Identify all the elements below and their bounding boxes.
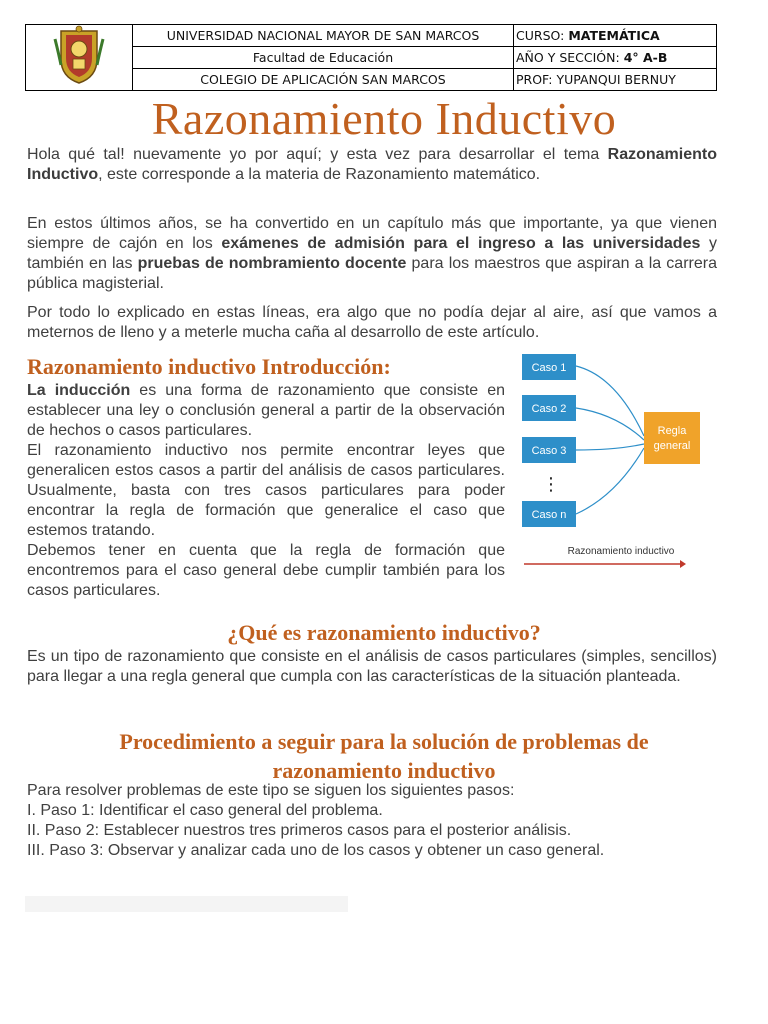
footer-placeholder-bar (25, 896, 348, 912)
case-label-3: Caso 3 (531, 445, 567, 457)
section1-p1-text: es una forma de razonamiento que consiste en establecer una ley o conclusión general a partir de la observación de hechos o casos particulares. (27, 382, 505, 439)
section-label: AÑO Y SECCIÓN: (516, 49, 620, 65)
case-box-3 (522, 437, 576, 463)
page-title: Razonamiento Inductivo (151, 93, 617, 144)
arrow-right-icon (524, 560, 686, 568)
prof-label: PROF: (516, 71, 553, 87)
rule-label-line1: Regla (657, 425, 687, 437)
section3-heading (0, 727, 768, 785)
intro-paragraph-3: Por todo lo explicado en estas líneas, era algo que no podía dejar al aire, así que vamos a meternos de lleno y a meterle mucha caña al desarrollo de este artículo. (27, 304, 717, 341)
section3-heading-line1: Procedimiento a seguir para la solución de problemas de (119, 729, 649, 754)
case-box-n (522, 501, 576, 527)
case-box-1 (522, 354, 576, 380)
school-name: COLEGIO DE APLICACIÓN SAN MARCOS (133, 69, 514, 91)
intro-p2-bold-1: exámenes de admisión para el ingreso a las universidades (221, 235, 701, 252)
section1-body (27, 381, 505, 601)
step-item-1: I. Paso 1: Identificar el caso general del problema. (27, 802, 383, 819)
faculty-name: Facultad de Educación (133, 47, 514, 69)
section3-intro: Para resolver problemas de este tipo se siguen los siguientes pasos: (27, 782, 515, 799)
intro-p2-text-e: para los maestros que aspiran a la carrera pública magisterial. (27, 255, 717, 292)
course-label: CURSO: (516, 27, 565, 43)
logo-cell (26, 25, 133, 91)
section-value: 4° A-B (623, 49, 668, 65)
section1-paragraph-3: Debemos tener en cuenta que la regla de formación que encontremos para el caso general debe cumplir también para los casos particulares. (27, 542, 505, 599)
section1-p1-bold: La inducción (27, 382, 131, 399)
intro-p1-text-c: , este corresponde a la materia de Razonamiento matemático. (98, 166, 541, 183)
section3-body (27, 781, 717, 861)
step-item-2: II. Paso 2: Establecer nuestros tres primeros casos para el posterior análisis. (27, 822, 572, 839)
diagram-connectors (576, 366, 644, 514)
intro-p1-text-a: Hola qué tal! nuevamente yo por aquí; y esta vez para desarrollar el tema (27, 146, 608, 163)
prof-field (514, 69, 717, 91)
intro-paragraph-2 (27, 214, 717, 294)
prof-value: YUPANQUI BERNUY (556, 71, 676, 87)
diagram-caption: Razonamiento inductivo (567, 546, 675, 557)
course-field (514, 25, 717, 47)
university-seal-icon (51, 25, 107, 85)
intro-p1-bold: Razonamiento Inductivo (27, 146, 717, 183)
course-value: MATEMÁTICA (568, 27, 660, 43)
case-box-2 (522, 395, 576, 421)
intro-p2-bold-2: pruebas de nombramiento docente (137, 255, 407, 272)
section-field (514, 47, 717, 69)
section3-heading-line2: razonamiento inductivo (272, 758, 496, 783)
case-label-2: Caso 2 (531, 403, 567, 415)
rule-label-line2: general (653, 440, 691, 452)
institution-name: UNIVERSIDAD NACIONAL MAYOR DE SAN MARCOS (133, 25, 514, 47)
case-label-n: Caso n (531, 509, 567, 521)
section1-paragraph-2: El razonamiento inductivo nos permite encontrar leyes que generalicen estos casos a partir del análisis de casos particulares. Usualmente, basta con tres casos particulares para poder encontrar la regla de formación que generalice el caso que estemos tratando. (27, 442, 505, 539)
section1-paragraph-1 (27, 381, 505, 441)
intro-p2-text-a: En estos últimos años, se ha convertido en un capítulo más que importante, ya que vienen siempre de cajón en los (27, 215, 717, 252)
rule-box (644, 412, 700, 464)
intro-paragraph-1 (27, 145, 717, 185)
ellipsis-dots: ⋮ (542, 474, 560, 495)
section2-paragraph: Es un tipo de razonamiento que consiste en el análisis de casos particulares (simples, sencillos) para llegar a una regla general que cumpla con las características de la situación planteada. (27, 648, 717, 685)
case-label-1: Caso 1 (531, 362, 567, 374)
step-item-3: III. Paso 3: Observar y analizar cada uno de los casos y obtener un caso general. (27, 842, 605, 859)
inductive-reasoning-diagram (516, 346, 716, 576)
header-table (25, 24, 717, 91)
section1-heading: Razonamiento inductivo Introducción: (27, 354, 391, 379)
intro-p2-text-c: y también en las (27, 235, 718, 272)
section2-heading: ¿Qué es razonamiento inductivo? (227, 620, 541, 645)
